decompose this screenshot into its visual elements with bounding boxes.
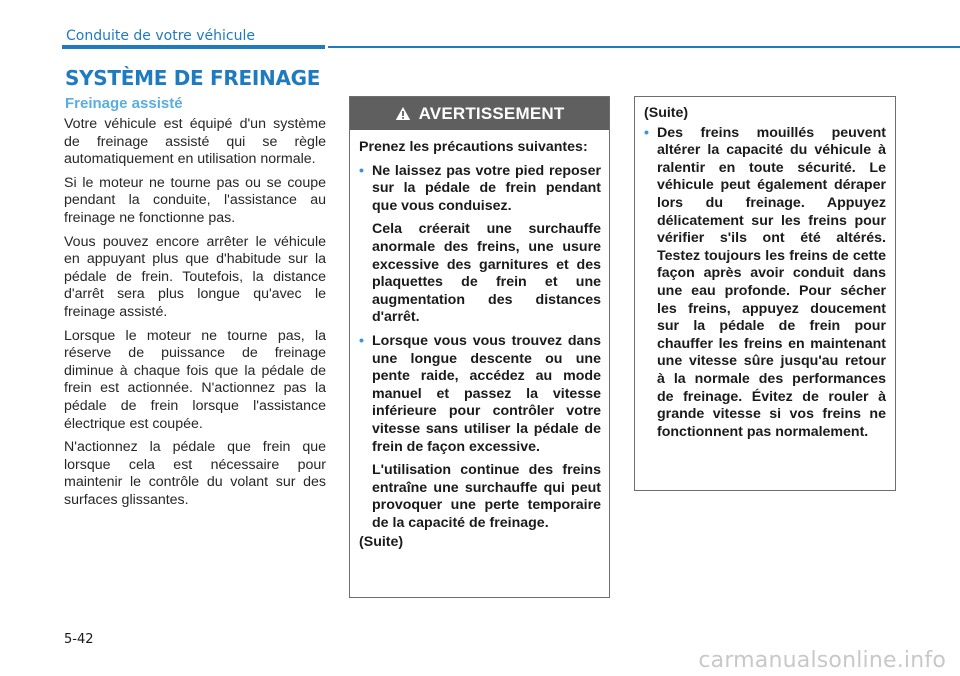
body-paragraph: Vous pouvez encore arrêter le véhicule en appuyant plus que d'habitude sur la pédale de frein. Toutefois, la distance d'arrêt sera plus longue qu'avec le freinage assisté. [64, 233, 326, 320]
warning-triangle-icon [395, 106, 411, 121]
body-paragraph: N'actionnez la pédale que frein que lorsque cela est nécessaire pour maintenir le contrôle du volant sur des surfaces glissantes. [64, 439, 326, 508]
warning-bullet-text: Lorsque vous vous trouvez dans une longue descente ou une pente raide, accédez au mode manuel et passez la vitesse inférieure pour contrôler votre vitesse sans utiliser la pédale de frein de façon excessive. [372, 332, 601, 455]
page-number: 5-42 [64, 632, 94, 647]
bullet-dot-icon: • [644, 124, 649, 141]
warning-bullet [359, 163, 601, 216]
warning-heading: AVERTISSEMENT [418, 103, 565, 123]
warning-body [350, 130, 609, 552]
body-text-column [64, 116, 326, 515]
bullet-dot-icon: • [359, 332, 364, 349]
header-rule-thin [328, 46, 960, 48]
warning-header [350, 97, 609, 130]
warning-bullet-text: Ne laissez pas votre pied reposer sur la pédale de frein pendant que vous conduisez. [372, 162, 601, 214]
warning-intro: Prenez les précautions suivantes: [359, 139, 588, 155]
continued-label: (Suite) [359, 534, 404, 551]
warning-bullet [644, 125, 886, 442]
warning-bullet-detail: Cela créerait une surchauffe anormale des freins, une usure excessive des garnitures et des plaquettes de frein et une augmentation des distances d'arrêt. [372, 221, 601, 326]
chapter-title: Conduite de votre véhicule [66, 28, 255, 44]
body-paragraph: Votre véhicule est équipé d'un système de freinage assisté qui se règle automatiquement en utilisation normale. [64, 116, 326, 168]
warning-box [349, 96, 610, 598]
header-rule-thick [62, 45, 325, 49]
subsection-title: Freinage assisté [65, 95, 183, 112]
section-title: SYSTÈME DE FREINAGE [65, 66, 321, 90]
warning-bullet-text: Des freins mouillés peuvent altérer la capacité du véhicule à ralentir en toute sécurité. Le véhicule peut également déraper lors du freinage. Appuyez délicatement sur les freins pour vérifier s'ils ont été altérés. Testez toujours les freins de cette façon après avoir conduit dans une eau profonde. Pour sécher les freins, appuyez doucement sur la pédale de frein pour chauffer les freins en maintenant une vitesse sûre jusqu'au retour à la normale des performances de freinage. Évitez de rouler à grande vitesse si vos freins ne fonctionnent pas normalement. [657, 124, 886, 440]
body-paragraph: Si le moteur ne tourne pas ou se coupe pendant la conduite, l'assistance au freinage ne fonctionne pas. [64, 174, 326, 226]
watermark: carmanualsonline.info [698, 648, 946, 673]
continued-label: (Suite) [644, 105, 689, 121]
body-paragraph: Lorsque le moteur ne tourne pas, la réserve de puissance de freinage diminue à chaque fois que la pédale de frein est actionnée. N'actionnez pas la pédale de frein lorsque l'assistance électrique est coupée. [64, 327, 326, 432]
warning-bullet-detail: L'utilisation continue des freins entraîne une surchauffe qui peut provoquer une perte temporaire de la capacité de freinage. [372, 462, 601, 531]
warning-continuation-box [634, 96, 896, 491]
bullet-dot-icon: • [359, 162, 364, 179]
warning-bullet [359, 333, 601, 456]
